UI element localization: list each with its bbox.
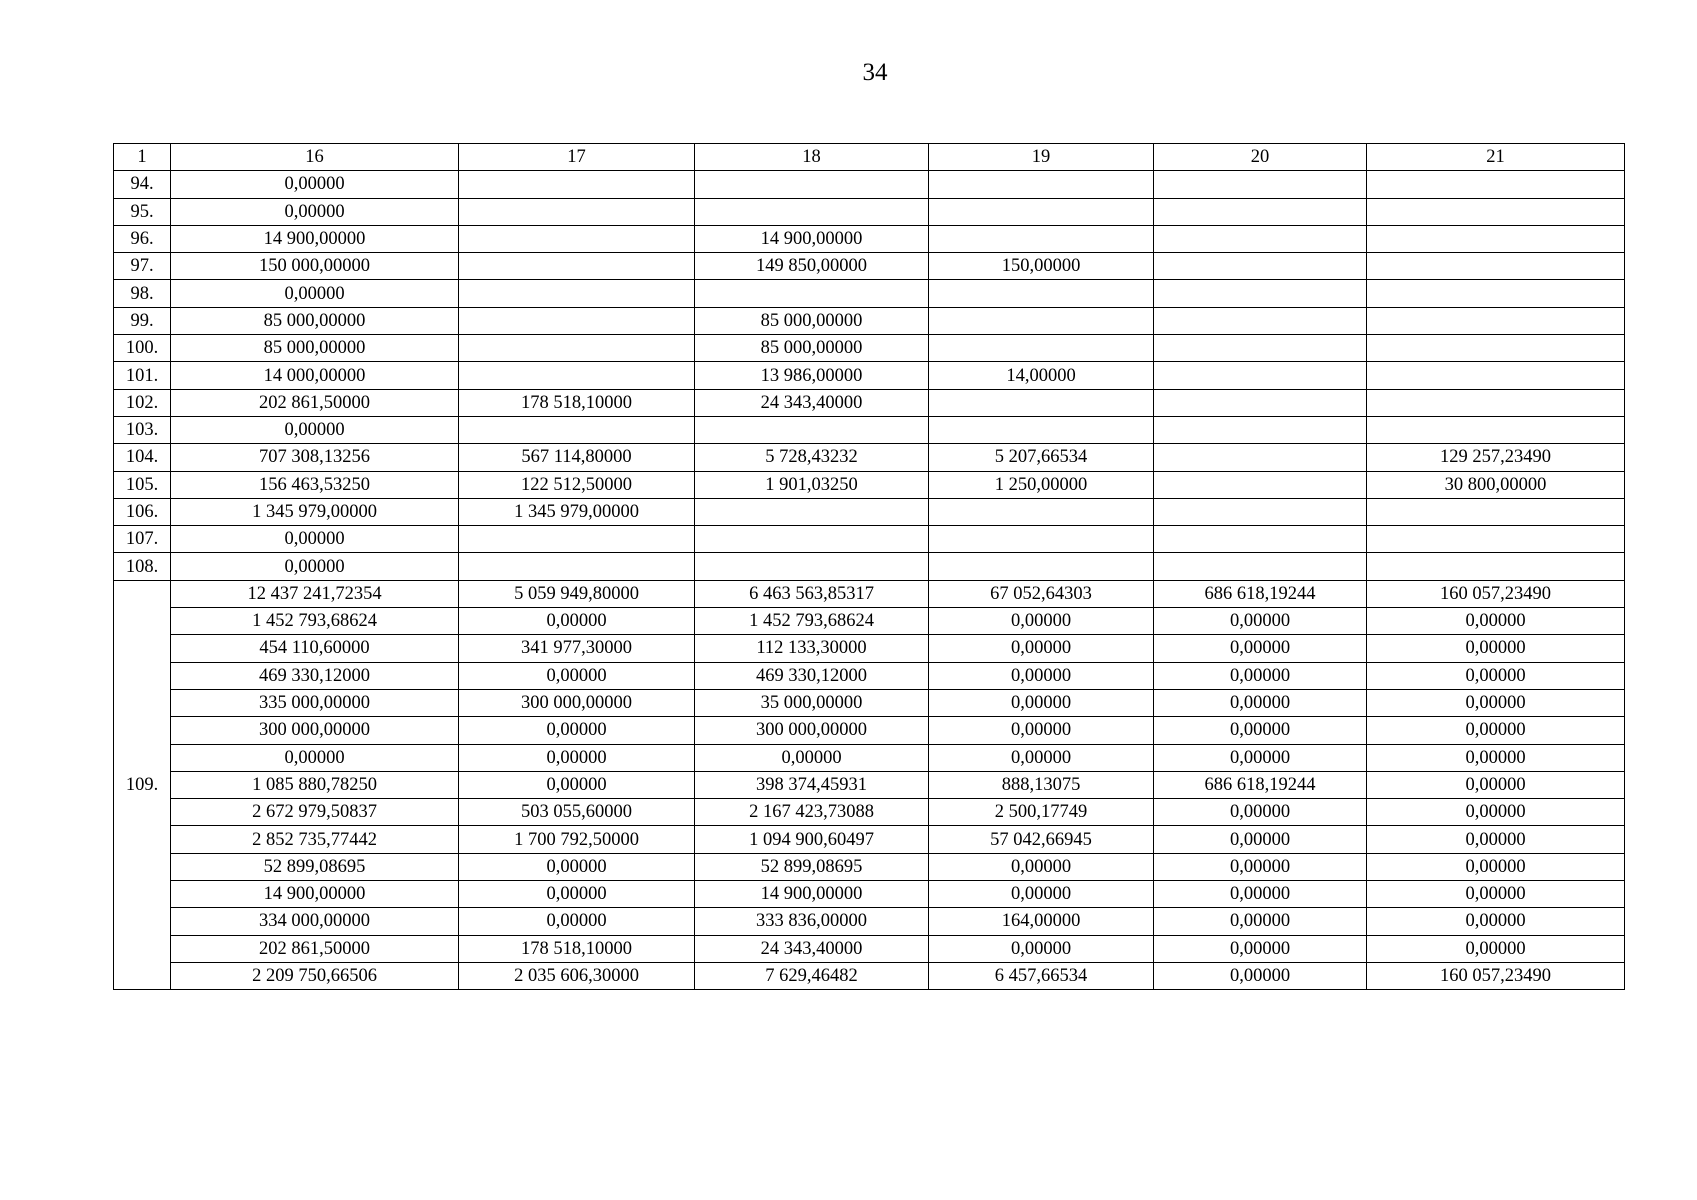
- table-cell: [695, 553, 929, 580]
- table-cell: 14 900,00000: [695, 881, 929, 908]
- table-cell: 0,00000: [1367, 881, 1625, 908]
- table-cell: [695, 171, 929, 198]
- table-row: [114, 171, 1625, 198]
- table-cell: 334 000,00000: [171, 908, 459, 935]
- table-cell: [929, 526, 1154, 553]
- row-number-cell: 99.: [114, 307, 171, 334]
- table-cell: [1367, 307, 1625, 334]
- table-cell: [459, 553, 695, 580]
- table-cell: [1154, 389, 1367, 416]
- table-cell: 0,00000: [459, 881, 695, 908]
- table-cell: 150 000,00000: [171, 253, 459, 280]
- table-cell: 341 977,30000: [459, 635, 695, 662]
- table-cell: 2 500,17749: [929, 799, 1154, 826]
- table-row: [114, 717, 1625, 744]
- table-cell: [1154, 171, 1367, 198]
- table-cell: 0,00000: [929, 935, 1154, 962]
- table-cell: 0,00000: [459, 608, 695, 635]
- table-cell: 0,00000: [1154, 608, 1367, 635]
- table-cell: [459, 171, 695, 198]
- row-number-cell: 103.: [114, 416, 171, 443]
- table-cell: 24 343,40000: [695, 935, 929, 962]
- table-cell: 469 330,12000: [695, 662, 929, 689]
- table-cell: [929, 498, 1154, 525]
- table-cell: 1 250,00000: [929, 471, 1154, 498]
- table-row: [114, 280, 1625, 307]
- table-row: [114, 689, 1625, 716]
- table-row: [114, 225, 1625, 252]
- table-cell: [1154, 471, 1367, 498]
- table-cell: 14 900,00000: [171, 881, 459, 908]
- table-cell: 150,00000: [929, 253, 1154, 280]
- table-cell: [1367, 389, 1625, 416]
- column-header: 16: [171, 144, 459, 171]
- row-number-cell: 109.: [114, 580, 171, 989]
- table-cell: [459, 362, 695, 389]
- table-cell: 178 518,10000: [459, 935, 695, 962]
- table-cell: [695, 498, 929, 525]
- table-cell: [1367, 253, 1625, 280]
- table-row: [114, 526, 1625, 553]
- table-cell: [929, 280, 1154, 307]
- table-cell: 12 437 241,72354: [171, 580, 459, 607]
- table-cell: 0,00000: [1367, 935, 1625, 962]
- table-cell: 0,00000: [171, 416, 459, 443]
- table-cell: [929, 389, 1154, 416]
- table-cell: [1367, 416, 1625, 443]
- table-cell: 0,00000: [1367, 689, 1625, 716]
- table-cell: 14 900,00000: [171, 225, 459, 252]
- table-cell: [1367, 280, 1625, 307]
- table-cell: 85 000,00000: [695, 335, 929, 362]
- table-cell: [929, 416, 1154, 443]
- table-cell: [1154, 444, 1367, 471]
- table-cell: [695, 280, 929, 307]
- table-cell: 112 133,30000: [695, 635, 929, 662]
- row-number-cell: 96.: [114, 225, 171, 252]
- page-number: 34: [862, 59, 888, 86]
- table-cell: 0,00000: [1367, 717, 1625, 744]
- table-cell: 156 463,53250: [171, 471, 459, 498]
- table-cell: 0,00000: [459, 908, 695, 935]
- table-cell: 0,00000: [929, 881, 1154, 908]
- table-cell: 0,00000: [1367, 799, 1625, 826]
- table-cell: 0,00000: [1154, 853, 1367, 880]
- table-cell: 6 457,66534: [929, 962, 1154, 989]
- table-cell: 0,00000: [1154, 744, 1367, 771]
- table-cell: [1367, 553, 1625, 580]
- table-cell: 67 052,64303: [929, 580, 1154, 607]
- row-number-cell: 100.: [114, 335, 171, 362]
- table-cell: 1 700 792,50000: [459, 826, 695, 853]
- table-cell: 0,00000: [929, 662, 1154, 689]
- table-row: [114, 935, 1625, 962]
- table-cell: [459, 198, 695, 225]
- table-cell: [1367, 198, 1625, 225]
- table-cell: 0,00000: [929, 608, 1154, 635]
- table-cell: 1 345 979,00000: [459, 498, 695, 525]
- table-cell: 335 000,00000: [171, 689, 459, 716]
- table-cell: [1154, 280, 1367, 307]
- table-cell: 0,00000: [1154, 962, 1367, 989]
- table-cell: 6 463 563,85317: [695, 580, 929, 607]
- table-cell: 5 728,43232: [695, 444, 929, 471]
- table-cell: 0,00000: [1154, 881, 1367, 908]
- table-row: [114, 253, 1625, 280]
- table-cell: 333 836,00000: [695, 908, 929, 935]
- table-cell: 13 986,00000: [695, 362, 929, 389]
- table-row: [114, 881, 1625, 908]
- table-cell: 52 899,08695: [695, 853, 929, 880]
- table-cell: 0,00000: [1367, 608, 1625, 635]
- table-cell: 149 850,00000: [695, 253, 929, 280]
- table-cell: 300 000,00000: [459, 689, 695, 716]
- column-header: 1: [114, 144, 171, 171]
- table-cell: 398 374,45931: [695, 771, 929, 798]
- table-cell: [1154, 253, 1367, 280]
- table-cell: 122 512,50000: [459, 471, 695, 498]
- table-cell: 1 452 793,68624: [695, 608, 929, 635]
- table-cell: 0,00000: [459, 717, 695, 744]
- column-header: 21: [1367, 144, 1625, 171]
- table-cell: [459, 307, 695, 334]
- table-cell: [1154, 335, 1367, 362]
- table-cell: [1154, 553, 1367, 580]
- table-cell: 85 000,00000: [171, 307, 459, 334]
- table-cell: 0,00000: [1367, 662, 1625, 689]
- table-cell: [695, 416, 929, 443]
- table-cell: 5 059 949,80000: [459, 580, 695, 607]
- table-cell: [459, 416, 695, 443]
- table-cell: 160 057,23490: [1367, 962, 1625, 989]
- table-row: [114, 853, 1625, 880]
- table-cell: 0,00000: [929, 689, 1154, 716]
- table-cell: 0,00000: [1154, 935, 1367, 962]
- table-row: [114, 471, 1625, 498]
- table-cell: [1367, 171, 1625, 198]
- row-number-cell: 101.: [114, 362, 171, 389]
- table-cell: [459, 280, 695, 307]
- table-cell: 2 852 735,77442: [171, 826, 459, 853]
- table-cell: 2 209 750,66506: [171, 962, 459, 989]
- table-cell: [695, 526, 929, 553]
- table-cell: 0,00000: [929, 853, 1154, 880]
- row-number-cell: 98.: [114, 280, 171, 307]
- table-cell: 300 000,00000: [171, 717, 459, 744]
- table-cell: 0,00000: [695, 744, 929, 771]
- table-cell: 1 901,03250: [695, 471, 929, 498]
- table-row: [114, 553, 1625, 580]
- table-cell: 0,00000: [1154, 826, 1367, 853]
- table-cell: 35 000,00000: [695, 689, 929, 716]
- table-cell: [1367, 526, 1625, 553]
- table-cell: [1367, 225, 1625, 252]
- table-cell: [1154, 416, 1367, 443]
- table-cell: 30 800,00000: [1367, 471, 1625, 498]
- table-row: [114, 335, 1625, 362]
- table-cell: [1367, 362, 1625, 389]
- table-row: [114, 608, 1625, 635]
- table-cell: 57 042,66945: [929, 826, 1154, 853]
- table-cell: 0,00000: [1154, 662, 1367, 689]
- column-header: 18: [695, 144, 929, 171]
- table-cell: [1367, 498, 1625, 525]
- table-cell: 0,00000: [171, 280, 459, 307]
- table-row: [114, 444, 1625, 471]
- table-cell: 85 000,00000: [695, 307, 929, 334]
- table-cell: 888,13075: [929, 771, 1154, 798]
- table-cell: 129 257,23490: [1367, 444, 1625, 471]
- table-cell: [1154, 526, 1367, 553]
- table-cell: [1154, 498, 1367, 525]
- row-number-cell: 108.: [114, 553, 171, 580]
- table-cell: 0,00000: [1367, 771, 1625, 798]
- table-row: [114, 744, 1625, 771]
- table-cell: 2 672 979,50837: [171, 799, 459, 826]
- table-row: [114, 771, 1625, 798]
- table-cell: 0,00000: [171, 526, 459, 553]
- table-row: [114, 498, 1625, 525]
- table-row: [114, 362, 1625, 389]
- table-cell: 0,00000: [929, 635, 1154, 662]
- table-cell: 2 167 423,73088: [695, 799, 929, 826]
- table-cell: 0,00000: [171, 744, 459, 771]
- table-cell: 0,00000: [459, 662, 695, 689]
- table-cell: 202 861,50000: [171, 389, 459, 416]
- table-cell: 454 110,60000: [171, 635, 459, 662]
- column-header: 20: [1154, 144, 1367, 171]
- row-number-cell: 105.: [114, 471, 171, 498]
- table-cell: 2 035 606,30000: [459, 962, 695, 989]
- table-cell: [929, 171, 1154, 198]
- data-table: [113, 143, 1625, 990]
- table-row: [114, 662, 1625, 689]
- table-header-row: [114, 144, 1625, 171]
- table-row: [114, 908, 1625, 935]
- row-number-cell: 107.: [114, 526, 171, 553]
- table-cell: 0,00000: [459, 744, 695, 771]
- table-cell: 0,00000: [459, 853, 695, 880]
- table-cell: 178 518,10000: [459, 389, 695, 416]
- table-cell: 1 085 880,78250: [171, 771, 459, 798]
- table-cell: 0,00000: [171, 171, 459, 198]
- table-cell: 0,00000: [1367, 635, 1625, 662]
- column-header: 17: [459, 144, 695, 171]
- table-cell: 24 343,40000: [695, 389, 929, 416]
- table-body: [114, 144, 1625, 990]
- table-cell: 0,00000: [1154, 799, 1367, 826]
- table-cell: 0,00000: [1367, 908, 1625, 935]
- table-cell: 1 452 793,68624: [171, 608, 459, 635]
- table-row: [114, 416, 1625, 443]
- table-cell: [1154, 362, 1367, 389]
- table-cell: [1367, 335, 1625, 362]
- table-cell: 0,00000: [929, 717, 1154, 744]
- table-cell: [929, 335, 1154, 362]
- table-cell: 52 899,08695: [171, 853, 459, 880]
- table-cell: [459, 253, 695, 280]
- table-cell: 300 000,00000: [695, 717, 929, 744]
- table-cell: 5 207,66534: [929, 444, 1154, 471]
- table-cell: 503 055,60000: [459, 799, 695, 826]
- table-cell: [929, 553, 1154, 580]
- table-cell: 14,00000: [929, 362, 1154, 389]
- table-cell: [929, 198, 1154, 225]
- table-cell: 0,00000: [1154, 635, 1367, 662]
- table-cell: [459, 225, 695, 252]
- table-cell: 0,00000: [1367, 853, 1625, 880]
- table-cell: 202 861,50000: [171, 935, 459, 962]
- table-cell: 0,00000: [1154, 689, 1367, 716]
- table-row: [114, 307, 1625, 334]
- table-cell: 160 057,23490: [1367, 580, 1625, 607]
- table-cell: 686 618,19244: [1154, 580, 1367, 607]
- table-cell: 0,00000: [929, 744, 1154, 771]
- row-number-cell: 104.: [114, 444, 171, 471]
- table-row: [114, 962, 1625, 989]
- table-row: [114, 389, 1625, 416]
- table-cell: 1 345 979,00000: [171, 498, 459, 525]
- table-cell: [929, 225, 1154, 252]
- table-container: [113, 143, 1625, 990]
- table-cell: 14 900,00000: [695, 225, 929, 252]
- table-cell: [1154, 225, 1367, 252]
- row-number-cell: 97.: [114, 253, 171, 280]
- table-cell: 567 114,80000: [459, 444, 695, 471]
- table-cell: 0,00000: [171, 553, 459, 580]
- table-cell: 164,00000: [929, 908, 1154, 935]
- table-cell: [459, 526, 695, 553]
- row-number-cell: 95.: [114, 198, 171, 225]
- row-number-cell: 102.: [114, 389, 171, 416]
- table-row: [114, 580, 1625, 607]
- table-cell: 1 094 900,60497: [695, 826, 929, 853]
- table-cell: 7 629,46482: [695, 962, 929, 989]
- table-cell: [1154, 198, 1367, 225]
- table-cell: [695, 198, 929, 225]
- table-row: [114, 198, 1625, 225]
- row-number-cell: 106.: [114, 498, 171, 525]
- table-cell: 0,00000: [171, 198, 459, 225]
- table-row: [114, 826, 1625, 853]
- table-cell: 14 000,00000: [171, 362, 459, 389]
- row-number-cell: 94.: [114, 171, 171, 198]
- table-cell: 0,00000: [459, 771, 695, 798]
- table-row: [114, 799, 1625, 826]
- table-cell: 686 618,19244: [1154, 771, 1367, 798]
- table-cell: 0,00000: [1154, 908, 1367, 935]
- table-cell: 0,00000: [1154, 717, 1367, 744]
- table-cell: 469 330,12000: [171, 662, 459, 689]
- table-cell: 0,00000: [1367, 744, 1625, 771]
- column-header: 19: [929, 144, 1154, 171]
- table-cell: 707 308,13256: [171, 444, 459, 471]
- table-cell: 0,00000: [1367, 826, 1625, 853]
- table-row: [114, 635, 1625, 662]
- table-cell: 85 000,00000: [171, 335, 459, 362]
- table-cell: [929, 307, 1154, 334]
- table-cell: [1154, 307, 1367, 334]
- table-cell: [459, 335, 695, 362]
